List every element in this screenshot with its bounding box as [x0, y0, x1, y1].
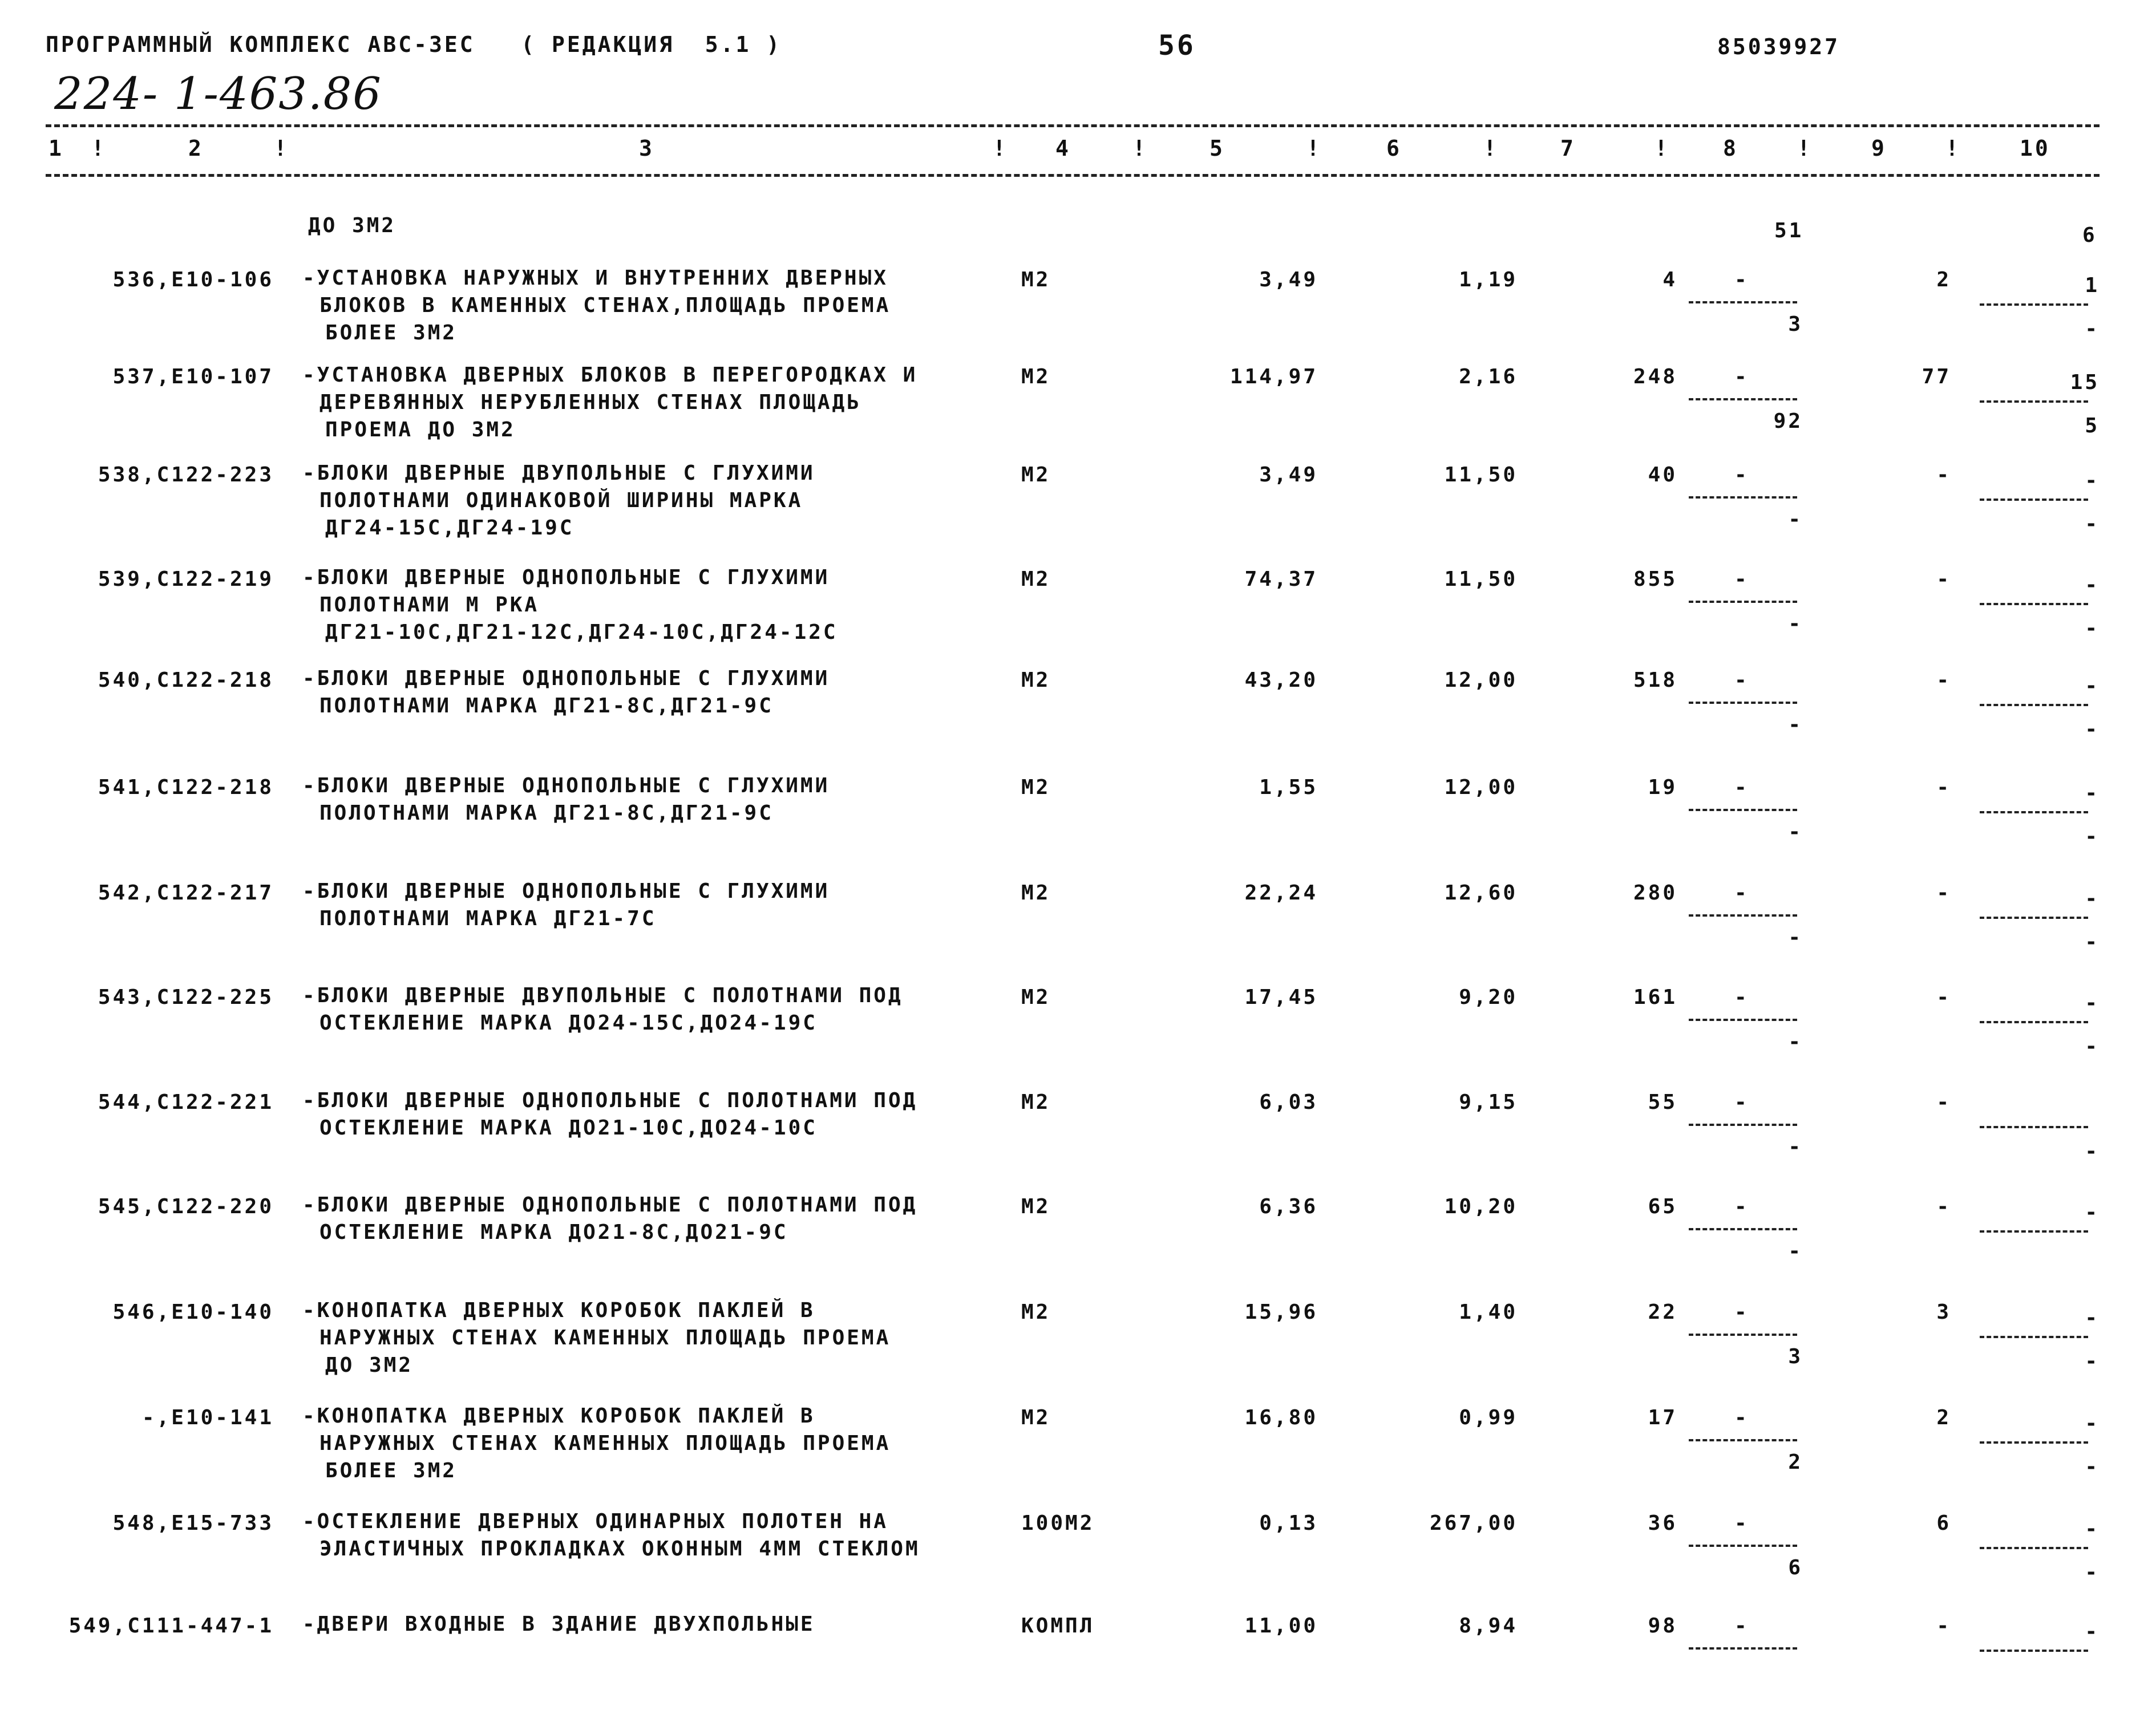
row-total: 518 — [1633, 668, 1677, 692]
row-description-line: -УСТАНОВКА ДВЕРНЫХ БЛОКОВ В ПЕРЕГОРОДКАХ И — [302, 363, 918, 387]
row-col10-top: - — [2085, 469, 2100, 492]
row-description-line: -УСТАНОВКА НАРУЖНЫХ И ВНУТРЕННИХ ДВЕРНЫХ — [302, 266, 888, 290]
row-col8-fraction-line — [1689, 496, 1797, 499]
row-total: 248 — [1633, 365, 1677, 388]
row-col8-bottom: - — [1788, 1135, 1803, 1158]
row-col8-fraction-line — [1689, 914, 1797, 917]
column-separator: ! — [1483, 136, 1499, 161]
row-col8-top: - — [1734, 881, 1749, 905]
row-unit: М2 — [1021, 881, 1051, 905]
row-total: 22 — [1648, 1300, 1677, 1324]
row-unit: М2 — [1021, 776, 1051, 799]
row-total: 65 — [1648, 1195, 1677, 1218]
row-col10-bottom: - — [2085, 1561, 2100, 1584]
row-price: 12,00 — [1444, 668, 1518, 692]
row-description-line: БОЛЕЕ 3М2 — [325, 1459, 458, 1482]
row-col10-top: - — [2085, 887, 2100, 910]
column-number-5: 5 — [1210, 136, 1225, 161]
row-col10-bottom: - — [2085, 1140, 2100, 1163]
row-col8-fraction-line — [1689, 398, 1797, 400]
row-description-line: ПОЛОТНАМИ М РКА — [319, 593, 540, 617]
row-total: 17 — [1648, 1406, 1677, 1429]
row-col8-top: - — [1734, 1406, 1749, 1429]
row-code: 541,С122-218 — [98, 776, 274, 799]
row-col10-top: - — [2085, 781, 2100, 805]
column-number-10: 10 — [2020, 136, 2050, 161]
program-header: ПРОГРАММНЫЙ КОМПЛЕКС АВС-3ЕС ( РЕДАКЦИЯ 5.1 ) — [46, 32, 782, 57]
row-code: 538,С122-223 — [98, 463, 274, 487]
row-code: 540,С122-218 — [98, 668, 274, 692]
column-number-6: 6 — [1386, 136, 1402, 161]
row-description-line: БЛОКОВ В КАМЕННЫХ СТЕНАХ,ПЛОЩАДЬ ПРОЕМА — [319, 294, 891, 317]
row-col9: - — [1936, 881, 1951, 905]
row-col10-top: 1 — [2085, 274, 2100, 297]
row-description-line: -ДВЕРИ ВХОДНЫЕ В ЗДАНИЕ ДВУХПОЛЬНЫЕ — [302, 1612, 815, 1636]
row-col8-fraction-line — [1689, 702, 1797, 704]
row-col10-fraction-line — [1980, 1126, 2088, 1128]
row-unit: М2 — [1021, 568, 1051, 591]
row-description-line: -БЛОКИ ДВЕРНЫЕ ОДНОПОЛЬНЫЕ С ГЛУХИМИ — [302, 566, 830, 589]
row-col9: - — [1936, 986, 1951, 1009]
row-price: 0,99 — [1459, 1406, 1518, 1429]
column-number-9: 9 — [1871, 136, 1887, 161]
row-description-line: ОСТЕКЛЕНИЕ МАРКА ДО21-10С,ДО24-10С — [319, 1116, 818, 1140]
column-number-7: 7 — [1560, 136, 1576, 161]
row-description-line: -БЛОКИ ДВЕРНЫЕ ОДНОПОЛЬНЫЕ С ПОЛОТНАМИ ПОД — [302, 1089, 918, 1112]
row-col9: - — [1936, 776, 1951, 799]
row-col10-bottom: - — [2085, 617, 2100, 640]
row-col8-fraction-line — [1689, 1228, 1797, 1230]
row-col9: - — [1936, 668, 1951, 692]
row-col8-bottom: - — [1788, 926, 1803, 949]
row-col8-top: - — [1734, 1614, 1749, 1638]
row-total: 36 — [1648, 1512, 1677, 1535]
row-description-line: ПОЛОТНАМИ ОДИНАКОВОЙ ШИРИНЫ МАРКА — [319, 489, 803, 512]
row-col10-top: - — [2085, 674, 2100, 698]
row-col8-top: - — [1734, 463, 1749, 487]
row-unit: М2 — [1021, 986, 1051, 1009]
row-price: 11,50 — [1444, 463, 1518, 487]
row-description-line: ДЕРЕВЯННЫХ НЕРУБЛЕННЫХ СТЕНАХ ПЛОЩАДЬ — [319, 391, 861, 414]
row-price: 9,20 — [1459, 986, 1518, 1009]
row-code: 544,С122-221 — [98, 1091, 274, 1114]
row-col10-top: - — [2085, 991, 2100, 1015]
row-code: 546,Е10-140 — [112, 1300, 274, 1324]
row-col10-fraction-line — [1980, 1547, 2088, 1549]
row-price: 1,40 — [1459, 1300, 1518, 1324]
row-col10-top: - — [2085, 1412, 2100, 1435]
row-col8-top: - — [1734, 568, 1749, 591]
row-code: 549,С111-447-1 — [68, 1614, 274, 1638]
row-col8-bottom: 2 — [1788, 1450, 1803, 1474]
row-total: 98 — [1648, 1614, 1677, 1638]
row-quantity: 1,55 — [1259, 776, 1318, 799]
carry-line-col8: 51 — [1774, 219, 1804, 242]
row-col9: 3 — [1936, 1300, 1951, 1324]
row-code: 543,С122-225 — [98, 986, 274, 1009]
row-description-line: НАРУЖНЫХ СТЕНАХ КАМЕННЫХ ПЛОЩАДЬ ПРОЕМА — [319, 1432, 891, 1455]
column-separator: ! — [1132, 136, 1148, 161]
row-col8-bottom: - — [1788, 508, 1803, 531]
row-col10-fraction-line — [1980, 603, 2088, 605]
row-quantity: 6,03 — [1259, 1091, 1318, 1114]
row-price: 2,16 — [1459, 365, 1518, 388]
row-quantity: 0,13 — [1259, 1512, 1318, 1535]
row-col10-fraction-line — [1980, 1021, 2088, 1023]
row-unit: 100М2 — [1021, 1512, 1095, 1535]
row-description-line: НАРУЖНЫХ СТЕНАХ КАМЕННЫХ ПЛОЩАДЬ ПРОЕМА — [319, 1326, 891, 1350]
row-quantity: 74,37 — [1244, 568, 1318, 591]
column-number-4: 4 — [1055, 136, 1071, 161]
row-description-line: ОСТЕКЛЕНИЕ МАРКА ДО21-8С,ДО21-9С — [319, 1221, 788, 1244]
row-price: 1,19 — [1459, 268, 1518, 291]
row-col8-fraction-line — [1689, 1019, 1797, 1021]
row-quantity: 3,49 — [1259, 463, 1318, 487]
row-col9: 2 — [1936, 268, 1951, 291]
row-col8-top: - — [1734, 986, 1749, 1009]
column-separator: ! — [1655, 136, 1670, 161]
row-col8-top: - — [1734, 1195, 1749, 1218]
row-col10-fraction-line — [1980, 704, 2088, 706]
row-col10-top: - — [2085, 1306, 2100, 1330]
row-description-line: ПРОЕМА ДО 3М2 — [325, 418, 516, 441]
row-description-line: -БЛОКИ ДВЕРНЫЕ ОДНОПОЛЬНЫЕ С ГЛУХИМИ — [302, 880, 830, 903]
row-total: 40 — [1648, 463, 1677, 487]
row-col10-top: - — [2085, 1517, 2100, 1541]
row-col8-fraction-line — [1689, 1334, 1797, 1336]
column-separator: ! — [1306, 136, 1322, 161]
row-col8-bottom: 3 — [1788, 1345, 1803, 1368]
handwritten-reference: 224- 1-463.86 — [54, 68, 382, 120]
row-description-line: ПОЛОТНАМИ МАРКА ДГ21-7С — [319, 907, 657, 930]
row-description-line: ПОЛОТНАМИ МАРКА ДГ21-8С,ДГ21-9С — [319, 801, 774, 825]
row-price: 267,00 — [1429, 1512, 1518, 1535]
row-quantity: 15,96 — [1244, 1300, 1318, 1324]
row-quantity: 3,49 — [1259, 268, 1318, 291]
row-col10-fraction-line — [1980, 1650, 2088, 1652]
row-description-line: -БЛОКИ ДВЕРНЫЕ ОДНОПОЛЬНЫЕ С ГЛУХИМИ — [302, 774, 830, 797]
row-description-line: ОСТЕКЛЕНИЕ МАРКА ДО24-15С,ДО24-19С — [319, 1011, 818, 1035]
row-code: 542,С122-217 — [98, 881, 274, 905]
row-col8-fraction-line — [1689, 1124, 1797, 1126]
row-total: 161 — [1633, 986, 1677, 1009]
row-col10-bottom: - — [2085, 1455, 2100, 1478]
row-price: 12,60 — [1444, 881, 1518, 905]
row-description-line: БОЛЕЕ 3М2 — [325, 321, 458, 345]
row-price: 8,94 — [1459, 1614, 1518, 1638]
row-col8-bottom: 3 — [1788, 313, 1803, 336]
carry-line-col10: 6 — [2082, 224, 2097, 247]
row-quantity: 16,80 — [1244, 1406, 1318, 1429]
row-total: 855 — [1633, 568, 1677, 591]
row-col9: 2 — [1936, 1406, 1951, 1429]
row-col8-bottom: - — [1788, 820, 1803, 844]
row-price: 11,50 — [1444, 568, 1518, 591]
row-total: 19 — [1648, 776, 1677, 799]
page-number: 56 — [1158, 30, 1196, 62]
row-col10-bottom: - — [2085, 1035, 2100, 1058]
row-total: 4 — [1662, 268, 1677, 291]
row-description-line: -БЛОКИ ДВЕРНЫЕ ДВУПОЛЬНЫЕ С ГЛУХИМИ — [302, 461, 815, 485]
row-col9: - — [1936, 1195, 1951, 1218]
row-description-line: -КОНОПАТКА ДВЕРНЫХ КОРОБОК ПАКЛЕЙ В — [302, 1404, 815, 1428]
row-quantity: 43,20 — [1244, 668, 1318, 692]
column-number-8: 8 — [1723, 136, 1738, 161]
row-quantity: 17,45 — [1244, 986, 1318, 1009]
table-top-rule — [46, 124, 2100, 127]
row-col8-bottom: - — [1788, 612, 1803, 635]
row-col8-fraction-line — [1689, 601, 1797, 603]
row-col9: 6 — [1936, 1512, 1951, 1535]
row-unit: М2 — [1021, 1195, 1051, 1218]
row-unit: М2 — [1021, 668, 1051, 692]
row-col10-fraction-line — [1980, 1441, 2088, 1444]
row-quantity: 6,36 — [1259, 1195, 1318, 1218]
row-col10-top: - — [2085, 1201, 2100, 1224]
row-code: 548,Е15-733 — [112, 1512, 274, 1535]
column-number-3: 3 — [639, 136, 654, 161]
row-col9: - — [1936, 1091, 1951, 1114]
row-unit: М2 — [1021, 365, 1051, 388]
row-unit: М2 — [1021, 268, 1051, 291]
row-col10-fraction-line — [1980, 1230, 2088, 1233]
row-col10-bottom: - — [2085, 512, 2100, 536]
column-separator: ! — [1945, 136, 1961, 161]
row-col8-fraction-line — [1689, 809, 1797, 811]
row-code: 539,С122-219 — [98, 568, 274, 591]
row-description-line: -БЛОКИ ДВЕРНЫЕ ДВУПОЛЬНЫЕ С ПОЛОТНАМИ ПОД — [302, 984, 903, 1007]
row-col8-top: - — [1734, 268, 1749, 291]
row-col10-bottom: - — [2085, 317, 2100, 341]
row-description-line: -БЛОКИ ДВЕРНЫЕ ОДНОПОЛЬНЫЕ С ГЛУХИМИ — [302, 667, 830, 690]
row-col10-fraction-line — [1980, 811, 2088, 813]
row-col8-fraction-line — [1689, 1647, 1797, 1650]
row-description-line: ДО 3М2 — [325, 1354, 414, 1377]
row-description-line: ПОЛОТНАМИ МАРКА ДГ21-8С,ДГ21-9С — [319, 694, 774, 718]
carry-line-text: ДО 3М2 — [308, 214, 397, 237]
row-quantity: 11,00 — [1244, 1614, 1318, 1638]
row-description-line: -КОНОПАТКА ДВЕРНЫХ КОРОБОК ПАКЛЕЙ В — [302, 1299, 815, 1322]
row-col8-bottom: - — [1788, 1030, 1803, 1054]
row-col8-top: - — [1734, 776, 1749, 799]
row-col10-fraction-line — [1980, 303, 2088, 306]
column-separator: ! — [1797, 136, 1813, 161]
column-separator: ! — [274, 136, 289, 161]
row-col8-top: - — [1734, 668, 1749, 692]
row-col10-fraction-line — [1980, 499, 2088, 501]
row-col10-bottom: - — [2085, 825, 2100, 848]
row-col10-bottom: - — [2085, 718, 2100, 741]
row-unit: М2 — [1021, 1406, 1051, 1429]
row-price: 9,15 — [1459, 1091, 1518, 1114]
row-price: 10,20 — [1444, 1195, 1518, 1218]
row-quantity: 22,24 — [1244, 881, 1318, 905]
row-col8-bottom: - — [1788, 713, 1803, 736]
table-header-rule — [46, 174, 2100, 177]
row-price: 12,00 — [1444, 776, 1518, 799]
row-quantity: 114,97 — [1229, 365, 1318, 388]
row-col10-bottom: 5 — [2085, 414, 2100, 437]
row-col8-top: - — [1734, 1091, 1749, 1114]
row-col8-fraction-line — [1689, 1439, 1797, 1441]
row-col9: 77 — [1922, 365, 1951, 388]
document-code: 85039927 — [1717, 34, 1841, 59]
row-col10-fraction-line — [1980, 400, 2088, 403]
row-col9: - — [1936, 568, 1951, 591]
column-separator: ! — [91, 136, 107, 161]
row-col8-top: - — [1734, 365, 1749, 388]
row-description-line: ЭЛАСТИЧНЫХ ПРОКЛАДКАХ ОКОННЫМ 4ММ СТЕКЛОМ — [319, 1537, 920, 1561]
row-code: -,Е10-141 — [141, 1406, 274, 1429]
row-code: 536,Е10-106 — [112, 268, 274, 291]
row-description-line: -БЛОКИ ДВЕРНЫЕ ОДНОПОЛЬНЫЕ С ПОЛОТНАМИ ПОД — [302, 1193, 918, 1217]
row-col9: - — [1936, 463, 1951, 487]
row-col10-top: - — [2085, 1620, 2100, 1643]
row-col10-bottom: - — [2085, 930, 2100, 954]
row-total: 55 — [1648, 1091, 1677, 1114]
row-unit: М2 — [1021, 1091, 1051, 1114]
column-separator: ! — [993, 136, 1008, 161]
row-col10-bottom: - — [2085, 1350, 2100, 1373]
row-col8-top: - — [1734, 1300, 1749, 1324]
row-code: 537,Е10-107 — [112, 365, 274, 388]
row-col8-bottom: 6 — [1788, 1556, 1803, 1579]
row-col10-fraction-line — [1980, 1336, 2088, 1338]
row-unit: М2 — [1021, 1300, 1051, 1324]
row-unit: М2 — [1021, 463, 1051, 487]
row-col8-fraction-line — [1689, 1545, 1797, 1547]
row-description-line: ДГ24-15С,ДГ24-19С — [325, 516, 575, 540]
row-col8-bottom: - — [1788, 1239, 1803, 1263]
row-col9: - — [1936, 1614, 1951, 1638]
column-number-2: 2 — [188, 136, 204, 161]
row-total: 280 — [1633, 881, 1677, 905]
row-description-line: -ОСТЕКЛЕНИЕ ДВЕРНЫХ ОДИНАРНЫХ ПОЛОТЕН НА — [302, 1510, 888, 1533]
row-description-line: ДГ21-10С,ДГ21-12С,ДГ24-10С,ДГ24-12С — [325, 621, 838, 644]
row-col10-top: - — [2085, 573, 2100, 597]
row-col8-top: - — [1734, 1512, 1749, 1535]
column-number-1: 1 — [48, 136, 64, 161]
row-col8-bottom: 92 — [1773, 410, 1803, 433]
row-col8-fraction-line — [1689, 301, 1797, 303]
row-col10-top: 15 — [2070, 371, 2100, 394]
row-code: 545,С122-220 — [98, 1195, 274, 1218]
row-col10-fraction-line — [1980, 917, 2088, 919]
row-unit: КОМПЛ — [1021, 1614, 1095, 1638]
